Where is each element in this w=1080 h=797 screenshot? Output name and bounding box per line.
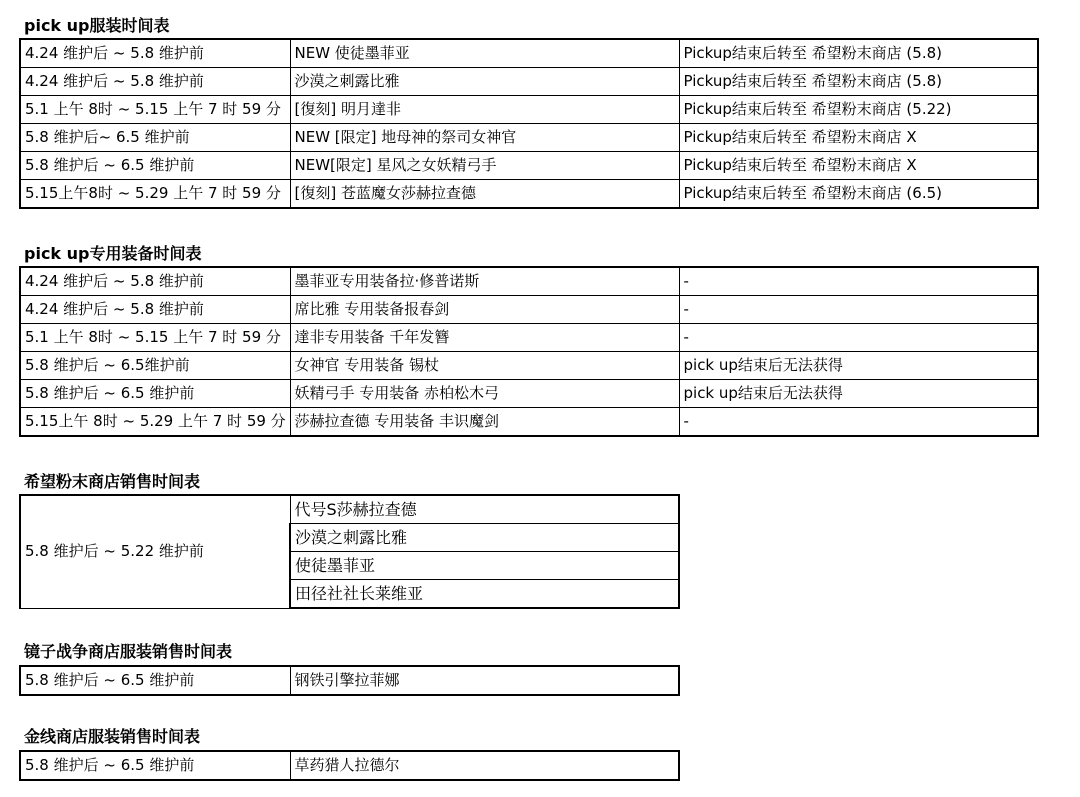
period-cell: 5.8 维护后 ~ 6.5 维护前: [20, 152, 290, 180]
note-cell: Pickup结束后转至 希望粉末商店 (6.5): [679, 180, 1038, 209]
period-cell: 5.15上午 8时 ~ 5.29 上午 7 时 59 分: [20, 408, 290, 437]
note-cell: Pickup结束后转至 希望粉末商店 (5.8): [679, 39, 1038, 68]
costume-pickup-title: pick up服装时间表: [24, 16, 170, 35]
item-cell: 使徒墨菲亚: [290, 552, 679, 580]
item-cell: 女神官 专用装备 锡杖: [290, 352, 679, 380]
item-cell: 莎赫拉查德 专用装备 丰识魔剑: [290, 408, 679, 437]
note-cell: -: [679, 408, 1038, 437]
item-cell: NEW[限定] 星风之女妖精弓手: [290, 152, 679, 180]
note-cell: Pickup结束后转至 希望粉末商店 X: [679, 124, 1038, 152]
note-cell: -: [679, 324, 1038, 352]
costume-pickup-table: [19, 38, 1039, 209]
item-cell: 钢铁引擎拉菲娜: [290, 666, 679, 695]
period-cell: 4.24 维护后 ~ 5.8 维护前: [20, 267, 290, 296]
note-cell: -: [679, 296, 1038, 324]
period-cell: 5.8 维护后 ~ 6.5 维护前: [20, 751, 290, 780]
item-cell: 沙漠之刺露比雅: [290, 68, 679, 96]
note-cell: Pickup结束后转至 希望粉末商店 (5.22): [679, 96, 1038, 124]
table-row: [20, 495, 679, 524]
item-cell: 達非专用装备 千年发簪: [290, 324, 679, 352]
mirror-war-shop-title: 镜子战争商店服装销售时间表: [24, 642, 233, 661]
item-cell: NEW [限定] 地母神的祭司女神官: [290, 124, 679, 152]
table-row: [20, 296, 1038, 324]
table-row: [20, 152, 1038, 180]
table-row: [20, 180, 1038, 209]
period-cell: 5.8 维护后 ~ 5.22 维护前: [20, 495, 290, 608]
gold-line-shop-title: 金线商店服装销售时间表: [24, 727, 201, 746]
item-cell: NEW 使徒墨菲亚: [290, 39, 679, 68]
period-cell: 5.15上午8时 ~ 5.29 上午 7 时 59 分: [20, 180, 290, 209]
mirror-war-shop-table: [19, 665, 680, 696]
table-row: [20, 352, 1038, 380]
item-cell: [復刻] 苍蓝魔女莎赫拉查德: [290, 180, 679, 209]
item-cell: [復刻] 明月達非: [290, 96, 679, 124]
table-row: [20, 380, 1038, 408]
table-row: [20, 666, 679, 695]
period-cell: 5.8 维护后~ 6.5 维护前: [20, 124, 290, 152]
table-row: [20, 39, 1038, 68]
table-row: [20, 408, 1038, 437]
table-row: [20, 68, 1038, 96]
period-cell: 5.8 维护后 ~ 6.5维护前: [20, 352, 290, 380]
period-cell: 4.24 维护后 ~ 5.8 维护前: [20, 68, 290, 96]
hope-powder-shop-title: 希望粉末商店销售时间表: [24, 472, 201, 491]
period-cell: 5.8 维护后 ~ 6.5 维护前: [20, 380, 290, 408]
period-cell: 4.24 维护后 ~ 5.8 维护前: [20, 39, 290, 68]
table-row: [20, 96, 1038, 124]
hope-powder-shop-table: [19, 494, 680, 609]
period-cell: 5.1 上午 8时 ~ 5.15 上午 7 时 59 分: [20, 324, 290, 352]
table-row: [20, 267, 1038, 296]
note-cell: Pickup结束后转至 希望粉末商店 (5.8): [679, 68, 1038, 96]
item-cell: 田径社社长莱维亚: [290, 580, 679, 609]
equipment-pickup-table: [19, 266, 1039, 437]
item-cell: 席比雅 专用装备报春剑: [290, 296, 679, 324]
table-row: [20, 124, 1038, 152]
period-cell: 5.1 上午 8时 ~ 5.15 上午 7 时 59 分: [20, 96, 290, 124]
table-row: [20, 751, 679, 780]
note-cell: -: [679, 267, 1038, 296]
table-row: [20, 324, 1038, 352]
item-cell: 墨菲亚专用装备拉·修普诺斯: [290, 267, 679, 296]
note-cell: pick up结束后无法获得: [679, 380, 1038, 408]
note-cell: pick up结束后无法获得: [679, 352, 1038, 380]
period-cell: 5.8 维护后 ~ 6.5 维护前: [20, 666, 290, 695]
item-cell: 沙漠之刺露比雅: [290, 524, 679, 552]
period-cell: 4.24 维护后 ~ 5.8 维护前: [20, 296, 290, 324]
note-cell: Pickup结束后转至 希望粉末商店 X: [679, 152, 1038, 180]
item-cell: 代号S莎赫拉查德: [290, 495, 679, 524]
item-cell: 妖精弓手 专用装备 赤柏松木弓: [290, 380, 679, 408]
item-cell: 草药猎人拉德尔: [290, 751, 679, 780]
gold-line-shop-table: [19, 750, 680, 781]
equipment-pickup-title: pick up专用装备时间表: [24, 244, 202, 263]
